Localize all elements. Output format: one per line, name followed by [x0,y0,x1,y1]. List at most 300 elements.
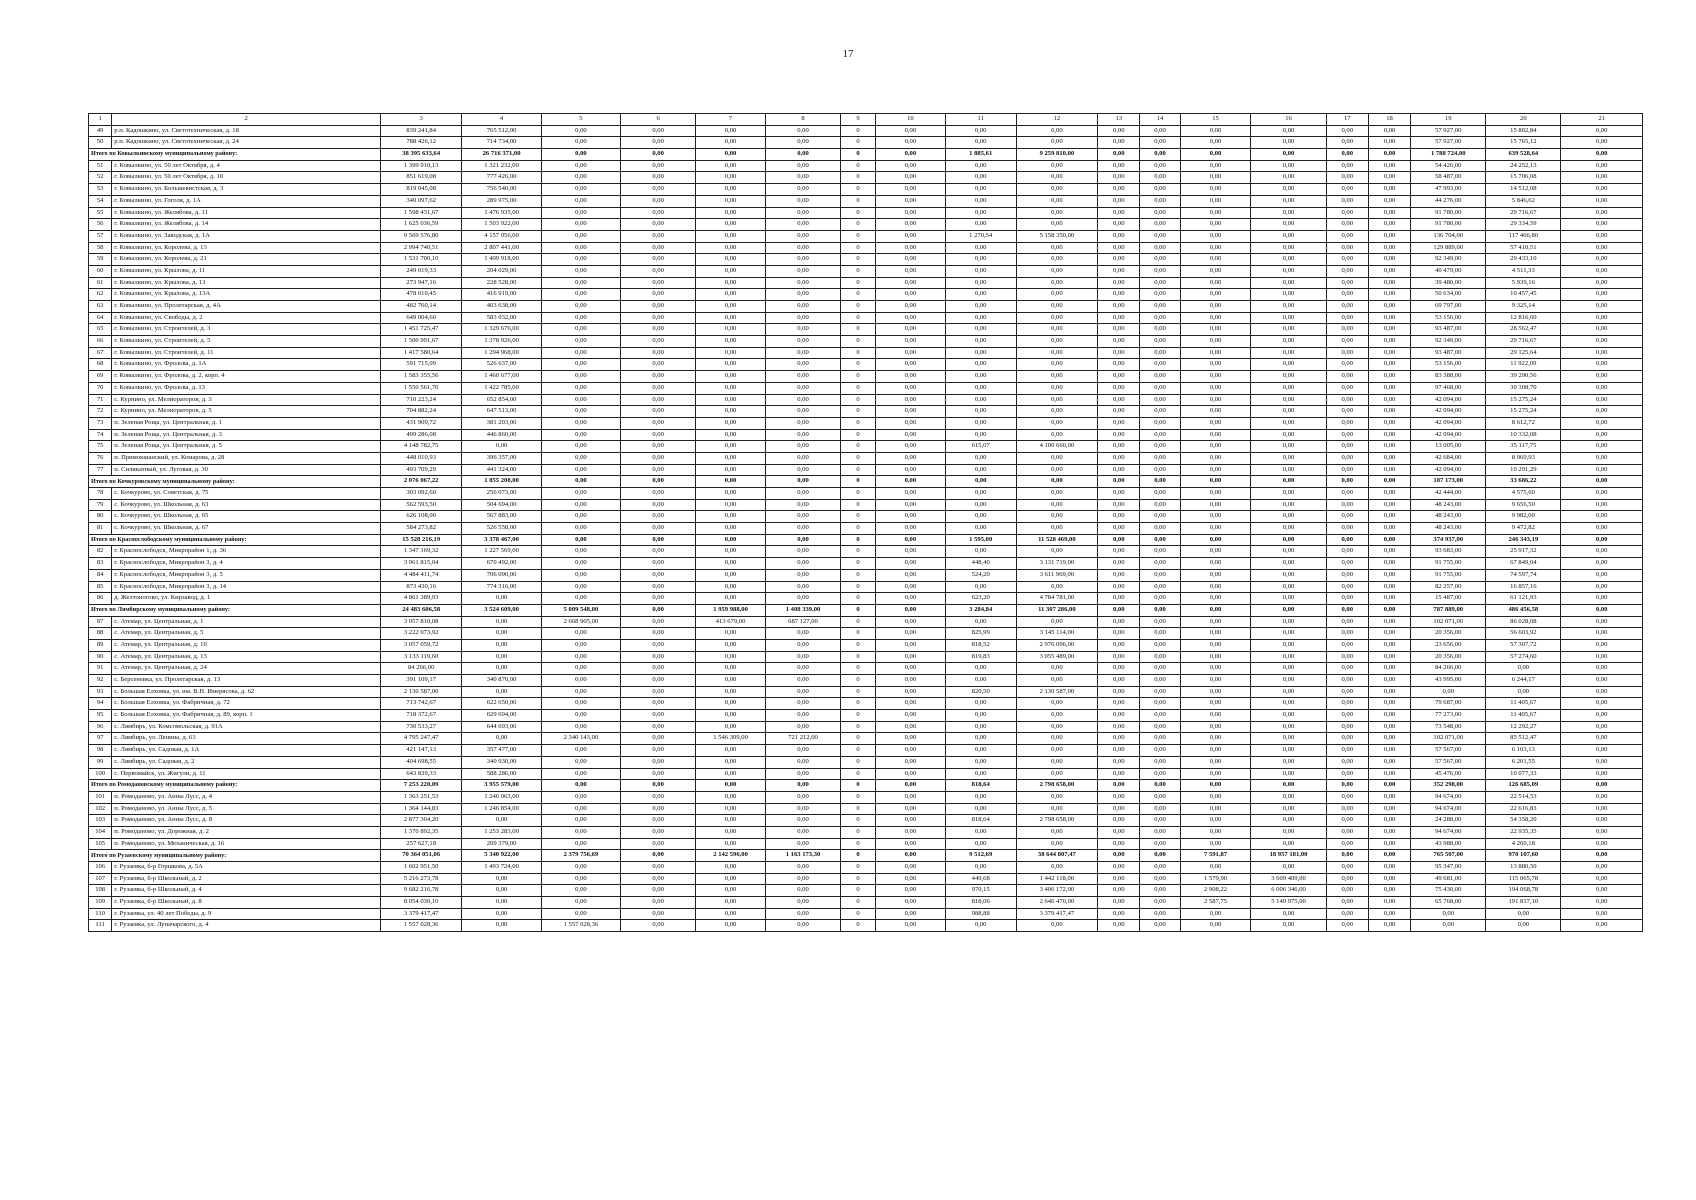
value-cell: 0,00 [1251,149,1326,161]
value-cell: 0,00 [1016,195,1097,207]
value-cell: 0,00 [1180,254,1251,266]
value-cell: 9 259 810,00 [1016,149,1097,161]
value-cell: 0,00 [1251,464,1326,476]
value-cell: 0,00 [541,359,620,371]
value-cell: 0,00 [462,815,541,827]
value-cell: 273 947,16 [380,277,461,289]
value-cell: 0,00 [621,417,696,429]
value-cell: 0,00 [1180,184,1251,196]
value-cell: 0,00 [1561,546,1643,558]
value-cell: 6 244,17 [1486,675,1561,687]
value-cell: 0,00 [541,347,620,359]
value-cell: 0,00 [541,324,620,336]
value-cell: 0,00 [1368,710,1410,722]
value-cell: 340 870,00 [462,675,541,687]
row-number-cell: 89 [89,639,112,651]
table-row [89,137,1643,149]
value-cell: 0,00 [541,791,620,803]
address-cell: п. Ромоданово, ул. Анны Лусс, д. 8 [112,815,381,827]
value-cell: 448 010,93 [380,452,461,464]
value-cell: 0 [841,406,876,418]
value-cell: 0,00 [1140,768,1180,780]
row-number-cell: 77 [89,464,112,476]
value-cell: 0,00 [1180,277,1251,289]
value-cell: 0,00 [875,184,945,196]
value-cell: 0,00 [765,581,840,593]
value-cell: 93 487,00 [1411,324,1486,336]
page-number: 17 [842,48,854,60]
value-cell: 4 100 660,00 [1016,441,1097,453]
value-cell: 0,00 [1561,359,1643,371]
table-row [89,686,1643,698]
value-cell: 0,00 [1016,172,1097,184]
address-cell: с. Кочкурово, ул. Школьная, д. 63 [112,499,381,511]
value-cell: 0,00 [1180,324,1251,336]
value-cell: 0,00 [945,125,1016,137]
value-cell: 0,00 [1561,745,1643,757]
value-cell: 0,00 [1180,628,1251,640]
value-cell: 0,00 [696,920,766,932]
value-cell: 45 476,00 [1411,768,1486,780]
value-cell: 0,00 [1098,429,1140,441]
value-cell: 0,00 [1016,382,1097,394]
address-cell: п. Ромоданово, ул. Дорожная, д. 2 [112,826,381,838]
value-cell: 0,00 [1368,838,1410,850]
value-cell: 0,00 [1140,172,1180,184]
value-cell: 0,00 [621,230,696,242]
row-number-cell: 56 [89,219,112,231]
value-cell: 0,00 [765,289,840,301]
value-cell: 0,00 [875,675,945,687]
value-cell: 0,00 [1098,137,1140,149]
value-cell: 0,00 [1561,125,1643,137]
table-row [89,441,1643,453]
value-cell: 0,00 [1368,850,1410,862]
row-number-cell: 64 [89,312,112,324]
value-cell: 0,00 [1368,663,1410,675]
value-cell: 0,00 [875,686,945,698]
value-cell: 20 356,00 [1411,651,1486,663]
value-cell: 0,00 [875,242,945,254]
value-cell: 30 308,70 [1486,382,1561,394]
value-cell: 136 704,00 [1411,230,1486,242]
value-cell: 0,00 [1561,826,1643,838]
value-cell: 25 917,32 [1486,546,1561,558]
value-cell: 0,00 [1180,301,1251,313]
value-cell: 0,00 [1251,721,1326,733]
value-cell: 0,00 [1251,499,1326,511]
value-cell: 0,00 [1368,815,1410,827]
value-cell: 0,00 [765,347,840,359]
value-cell: 0,00 [1251,534,1326,546]
table-row [89,406,1643,418]
value-cell: 0,00 [1016,920,1097,932]
row-number-cell: 70 [89,382,112,394]
value-cell: 0,00 [1098,336,1140,348]
value-cell: 0,00 [945,745,1016,757]
value-cell: 0,00 [1251,441,1326,453]
value-cell: 9 569 576,80 [380,230,461,242]
value-cell: 0,00 [541,803,620,815]
value-cell: 970 107,60 [1486,850,1561,862]
value-cell: 5 340 922,00 [462,850,541,862]
value-cell: 0,00 [875,663,945,675]
value-cell: 0,00 [1326,125,1368,137]
value-cell: 1 959 988,00 [696,604,766,616]
value-cell: 0,00 [875,791,945,803]
value-cell: 0,00 [1140,850,1180,862]
value-cell: 0,00 [875,710,945,722]
value-cell: 4 484 411,74 [380,569,461,581]
table-row [89,639,1643,651]
value-cell: 0,00 [765,920,840,932]
value-cell: 0,00 [1251,733,1326,745]
value-cell: 0,00 [875,371,945,383]
value-cell: 0,00 [696,803,766,815]
value-cell: 0,00 [696,581,766,593]
row-number-cell: 54 [89,195,112,207]
value-cell: 0,00 [1561,441,1643,453]
value-cell: 0,00 [1368,464,1410,476]
value-cell: 84 266,00 [1411,663,1486,675]
value-cell: 0,00 [696,511,766,523]
value-cell: 0,00 [1140,604,1180,616]
value-cell: 0,00 [462,663,541,675]
value-cell: 20 356,00 [1411,628,1486,640]
value-cell: 2 807 441,00 [462,242,541,254]
value-cell: 0,00 [696,137,766,149]
value-cell: 0 [841,511,876,523]
value-cell: 0,00 [875,873,945,885]
value-cell: 0,00 [696,873,766,885]
value-cell: 0,00 [1411,920,1486,932]
value-cell: 0 [841,301,876,313]
value-cell: 0,00 [621,803,696,815]
value-cell: 0,00 [765,160,840,172]
value-cell: 0,00 [875,651,945,663]
value-cell: 29 716,67 [1486,207,1561,219]
value-cell: 0,00 [875,219,945,231]
table-row [89,920,1643,932]
value-cell: 1 378 926,00 [462,336,541,348]
value-cell: 652 854,00 [462,394,541,406]
value-cell: 0,00 [1098,698,1140,710]
value-cell: 15 765,12 [1486,137,1561,149]
value-cell: 765 507,00 [1411,850,1486,862]
value-cell: 0,00 [1140,838,1180,850]
value-cell: 0,00 [1098,803,1140,815]
value-cell: 0,00 [621,301,696,313]
value-cell: 0,00 [1251,382,1326,394]
value-cell: 493 709,29 [380,464,461,476]
value-cell: 0,00 [696,277,766,289]
value-cell: 0,00 [875,476,945,488]
address-cell: с. Атемар, ул. Центральная, д. 24 [112,663,381,675]
value-cell: 0,00 [765,908,840,920]
value-cell: 0,00 [1098,534,1140,546]
value-cell: 0,00 [1140,523,1180,535]
value-cell: 0,00 [765,394,840,406]
row-number-cell: 101 [89,791,112,803]
value-cell: 0,00 [1180,698,1251,710]
value-cell: 0,00 [1140,546,1180,558]
table-row [89,675,1643,687]
district-total-label: Итого по Краснослободскому муниципальному району: [89,534,381,546]
value-cell: 0,00 [1251,219,1326,231]
value-cell: 0,00 [1016,254,1097,266]
value-cell: 91 755,00 [1411,558,1486,570]
address-cell: п. Зеленая Роща, ул. Центральная, д. 1 [112,417,381,429]
value-cell: 0 [841,663,876,675]
value-cell: 819,83 [945,651,1016,663]
value-cell: 0,00 [1180,686,1251,698]
address-cell: с. Курнино, ул. Мелиораторов, д. 3 [112,394,381,406]
value-cell: 0 [841,371,876,383]
value-cell: 1 451 725,47 [380,324,461,336]
value-cell: 0,00 [875,826,945,838]
value-cell: 1 246 854,00 [462,803,541,815]
value-cell: 0,00 [696,265,766,277]
table-row [89,394,1643,406]
value-cell: 0,00 [462,908,541,920]
table-row [89,347,1643,359]
value-cell: 0,00 [1326,195,1368,207]
value-cell: 0,00 [765,219,840,231]
value-cell: 0,00 [1326,885,1368,897]
address-cell: с. Атемар, ул. Центральная, д. 1 [112,616,381,628]
table-row [89,523,1643,535]
address-cell: г. Краснослободск, Микрорайон 1, д. 36 [112,546,381,558]
value-cell: 29 125,64 [1486,347,1561,359]
value-cell: 3 133 119,60 [380,651,461,663]
value-cell: 0 [841,254,876,266]
value-cell: 70 364 051,06 [380,850,461,862]
value-cell: 67 849,04 [1486,558,1561,570]
table-row [89,862,1643,874]
value-cell: 92 349,00 [1411,336,1486,348]
value-cell: 0,00 [1251,429,1326,441]
value-cell: 0,00 [875,230,945,242]
value-cell: 0,00 [621,733,696,745]
value-cell: 0,00 [765,125,840,137]
row-number-cell: 83 [89,558,112,570]
value-cell: 0,00 [1098,897,1140,909]
value-cell: 83 388,00 [1411,371,1486,383]
value-cell: 0,00 [696,336,766,348]
value-cell: 0,00 [1180,721,1251,733]
value-cell: 0,00 [1326,628,1368,640]
value-cell: 0,00 [765,511,840,523]
value-cell: 0,00 [1326,242,1368,254]
value-cell: 0,00 [1098,791,1140,803]
row-number-cell: 73 [89,417,112,429]
value-cell: 11 922,09 [1486,359,1561,371]
value-cell: 0,00 [1326,651,1368,663]
value-cell: 6 006 346,00 [1251,885,1326,897]
value-cell: 0,00 [462,920,541,932]
table-row [89,908,1643,920]
value-cell: 1 579,90 [1180,873,1251,885]
value-cell: 396 357,00 [462,452,541,464]
row-number-cell: 59 [89,254,112,266]
value-cell: 0 [841,651,876,663]
value-cell: 0,00 [945,452,1016,464]
value-cell: 0,00 [621,523,696,535]
value-cell: 29 716,67 [1486,336,1561,348]
value-cell: 0,00 [945,862,1016,874]
value-cell: 1 503 922,00 [462,219,541,231]
value-cell: 588 286,00 [462,768,541,780]
value-cell: 0,00 [1140,230,1180,242]
table-row [89,464,1643,476]
value-cell: 0,00 [1140,710,1180,722]
value-cell: 0,00 [621,745,696,757]
value-cell: 0,00 [1326,219,1368,231]
value-cell: 0,00 [1251,675,1326,687]
value-cell: 0,00 [1561,464,1643,476]
value-cell: 0,00 [1180,815,1251,827]
value-cell: 0,00 [1326,534,1368,546]
value-cell: 1 460 677,00 [462,371,541,383]
value-cell: 0,00 [875,581,945,593]
value-cell: 0,00 [1140,581,1180,593]
value-cell: 0,00 [1561,371,1643,383]
value-cell: 0,00 [1368,452,1410,464]
value-cell: 0,00 [945,336,1016,348]
value-cell: 0,00 [1561,815,1643,827]
value-cell: 0,00 [1251,616,1326,628]
value-cell: 0,00 [1326,511,1368,523]
row-number-cell: 80 [89,511,112,523]
value-cell: 3 611 969,00 [1016,569,1097,581]
value-cell: 0,00 [1140,885,1180,897]
value-cell: 0,00 [875,862,945,874]
value-cell: 0,00 [1326,686,1368,698]
value-cell: 0,00 [875,172,945,184]
value-cell: 0,00 [1561,417,1643,429]
value-cell: 0,00 [1180,230,1251,242]
value-cell: 0,00 [945,219,1016,231]
address-cell: г. Рузаевка, ул. Луначарского, д. 4 [112,920,381,932]
value-cell: 713 742,67 [380,698,461,710]
value-cell: 0,00 [1561,593,1643,605]
address-cell: г. Рузаевка, б-р Школьный, д. 8 [112,897,381,909]
value-cell: 0,00 [1180,733,1251,745]
value-cell: 0,00 [621,336,696,348]
address-cell: г. Рузаевка, б-р Школьный, д. 4 [112,885,381,897]
column-number-10: 10 [875,114,945,126]
value-cell: 0,00 [1016,429,1097,441]
value-cell: 0,00 [1251,265,1326,277]
value-cell: 0,00 [1016,581,1097,593]
value-cell: 0,00 [1411,686,1486,698]
value-cell: 0,00 [1251,815,1326,827]
value-cell: 421 147,13 [380,745,461,757]
value-cell: 0,00 [621,149,696,161]
address-cell: с. Лямбирь, ул. Комсомольская, д. 91А [112,721,381,733]
address-cell: с. Кочкурово, ул. Школьная, д. 67 [112,523,381,535]
value-cell: 0,00 [1098,289,1140,301]
value-cell: 0,00 [765,172,840,184]
address-cell: р.п. Кадошкино, ул. Светотехническая, д. 24 [112,137,381,149]
value-cell: 0,00 [696,394,766,406]
value-cell: 0,00 [1140,324,1180,336]
value-cell: 721 212,00 [765,733,840,745]
value-cell: 0,00 [1140,499,1180,511]
value-cell: 0,00 [1098,862,1140,874]
value-cell: 0,00 [1140,394,1180,406]
value-cell: 11 307 286,00 [1016,604,1097,616]
value-cell: 0,00 [765,745,840,757]
value-cell: 22 616,83 [1486,803,1561,815]
value-cell: 246 343,19 [1486,534,1561,546]
value-cell: 0,00 [541,675,620,687]
value-cell: 0,00 [1251,803,1326,815]
value-cell: 1 246 063,00 [462,791,541,803]
value-cell: 14 512,08 [1486,184,1561,196]
value-cell: 0,00 [875,265,945,277]
row-number-cell: 72 [89,406,112,418]
value-cell: 0,00 [765,242,840,254]
value-cell: 0,00 [1098,663,1140,675]
value-cell: 0,00 [1098,850,1140,862]
value-cell: 0,00 [1368,920,1410,932]
value-cell: 0,00 [1098,885,1140,897]
address-cell: г. Ковылкино, ул. Крылова, д. 13 [112,277,381,289]
column-number-2: 2 [112,114,381,126]
value-cell: 0,00 [1561,534,1643,546]
value-cell: 94 674,00 [1411,826,1486,838]
value-cell: 0,00 [945,417,1016,429]
value-cell: 0,00 [1180,616,1251,628]
value-cell: 0,00 [621,441,696,453]
value-cell: 482 760,14 [380,301,461,313]
value-cell: 0,00 [696,464,766,476]
row-number-cell: 91 [89,663,112,675]
table-row [89,733,1643,745]
value-cell: 73 548,00 [1411,721,1486,733]
value-cell: 0,00 [462,628,541,640]
value-cell: 2 877 304,20 [380,815,461,827]
value-cell: 0,00 [696,780,766,792]
value-cell: 0,00 [462,441,541,453]
value-cell: 0,00 [765,254,840,266]
value-cell: 0,00 [1098,908,1140,920]
value-cell: 0,00 [875,499,945,511]
value-cell: 0,00 [1326,324,1368,336]
value-cell: 0,00 [696,675,766,687]
column-number-13: 13 [1098,114,1140,126]
row-number-cell: 79 [89,499,112,511]
value-cell: 0,00 [1326,184,1368,196]
value-cell: 4 148 782,75 [380,441,461,453]
value-cell: 0,00 [875,897,945,909]
column-number-9: 9 [841,114,876,126]
value-cell: 0,00 [1098,546,1140,558]
value-cell: 0,00 [1180,265,1251,277]
value-cell: 0,00 [1251,289,1326,301]
value-cell: 0,00 [875,815,945,827]
value-cell: 0,00 [765,406,840,418]
row-number-cell: 67 [89,347,112,359]
value-cell: 730 533,27 [380,721,461,733]
value-cell: 0,00 [541,826,620,838]
value-cell: 0,00 [875,534,945,546]
district-total-label: Итого по Ковылкинскому муниципальному району: [89,149,381,161]
value-cell: 0,00 [1140,125,1180,137]
value-cell: 1 329 676,00 [462,324,541,336]
value-cell: 0,00 [1368,698,1410,710]
